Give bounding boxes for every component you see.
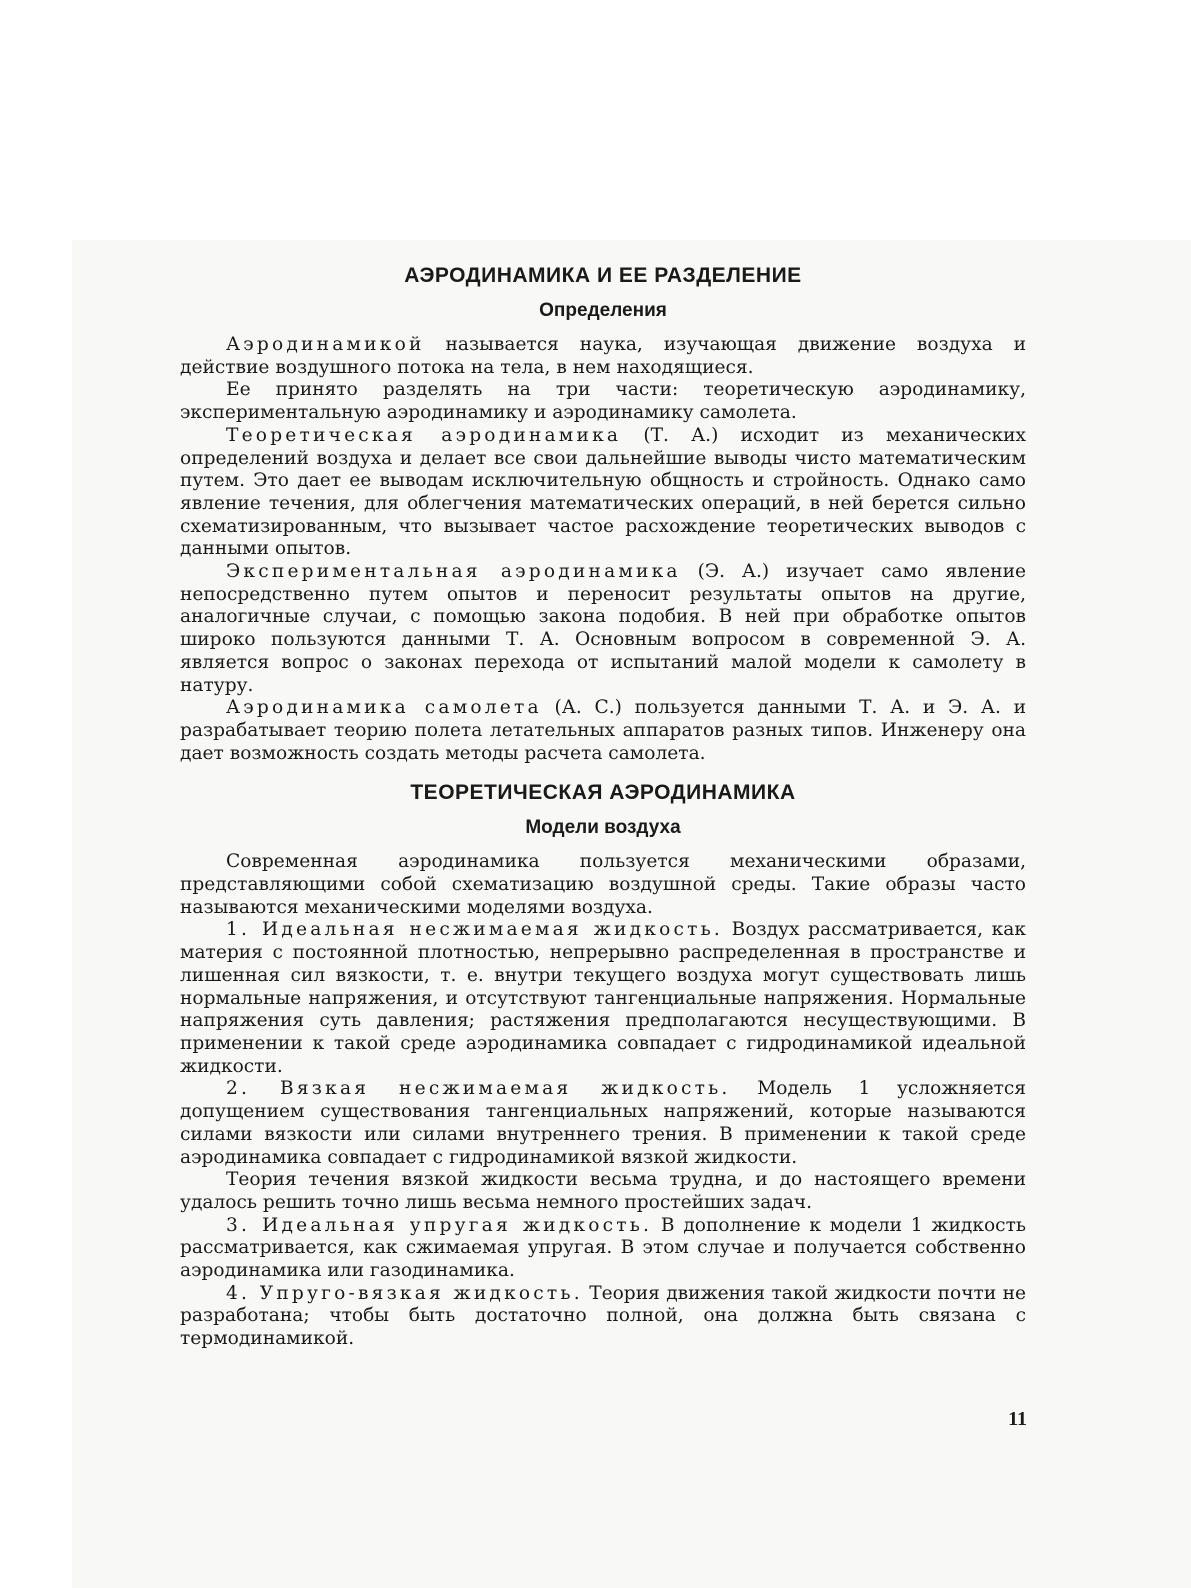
paragraph-text: (Э. А.) изучает само явление непосредственно путем опытов и переносит результаты опытов на другие, аналогичные случаи, с помощью закона подобия. В ней при обработке опытов широко пользуются данными Т. А. Основным вопросом в современной Э. А. является вопрос о законах перехода от испытаний малой модели к самолету в натуру. <box>180 561 1026 696</box>
section-title: АЭРОДИНАМИКА И ЕЕ РАЗДЕЛЕНИЕ <box>404 264 802 287</box>
paragraph-text: (А. С.) пользуется данными Т. А. и Э. А. и разрабатывает теорию полета летательных аппаратов разных типов. Инженеру она дает возможность создать методы расчета самолета. <box>180 697 1026 764</box>
spaced-term: Теоретическая аэродинамика <box>226 424 622 446</box>
section-title: ТЕОРЕТИЧЕСКАЯ АЭРОДИНАМИКА <box>410 781 796 805</box>
spaced-term: Аэродинамикой <box>226 334 425 355</box>
paragraph <box>180 334 1026 379</box>
paragraph-text: Современная аэродинамика пользуется механическими образами, представляющими собой схематизацию воздушной среды. Такие образы часто называются механическими моделями воздуха. <box>180 851 1026 918</box>
document-page <box>180 262 1026 1351</box>
section-subtitle: Модели воздуха <box>525 817 681 839</box>
page-number: 11 <box>1008 1408 1027 1430</box>
paragraph-text: Теория движения такой жидкости почти не разработана; чтобы быть достаточно полной, она должна быть связана с термодинамикой. <box>180 1282 1026 1350</box>
paragraph <box>180 425 1026 561</box>
paragraph <box>180 1169 1026 1214</box>
paragraph-text: Теория течения вязкой жидкости весьма трудна, и до настоящего времени удалось решить точно лишь весьма немного простейших задач. <box>180 1169 1026 1213</box>
spaced-term: 2. Вязкая несжимаемая жидкость. <box>226 1078 731 1100</box>
paragraph-text: (Т. А.) исходит из механических определений воздуха и делает все свои дальнейшие выводы чисто математическим путем. Это дает ее выводам исключительную общность и стройность. Однако само явление течения, для облегчения математических операций, в ней берется сильно схематизированным, что вызывает частое расхождение теоретических выводов с данными опытов. <box>180 424 1026 560</box>
paragraph-text: Модель 1 усложняется допущением существования тангенциальных напряжений, которые называются силами вязкости или силами внутреннего трения. В применении к такой среде аэродинамика совпадает с гидродинамикой вязкой жидкости. <box>180 1078 1027 1168</box>
spaced-term: Аэродинамика самолета <box>226 697 542 719</box>
paragraph-text: В дополнение к модели 1 жидкость рассматривается, как сжимаемая упругая. В этом случае и получается собственно аэродинамика или газодинамика. <box>180 1214 1026 1282</box>
paragraph <box>180 697 1026 765</box>
paragraph <box>180 919 1026 1078</box>
paragraph <box>180 1078 1026 1169</box>
spaced-term: Экспериментальная аэродинамика <box>226 561 681 583</box>
spaced-term: 3. Идеальная упругая жидкость. <box>226 1214 653 1236</box>
paragraph-text: Ее принято разделять на три части: теоретическую аэродинамику, экспериментальную аэродинамику и аэродинамику самолета. <box>180 379 1026 424</box>
paragraph-text: называется наука, изучающая движение воздуха и действие воздушного потока на тела, в нем находящиеся. <box>180 334 1026 378</box>
spaced-term: 1. Идеальная несжимаемая жидкость. <box>226 919 724 941</box>
paragraph <box>180 851 1026 919</box>
paragraph <box>180 1215 1026 1283</box>
paragraph <box>180 1283 1026 1351</box>
paragraph <box>180 561 1026 697</box>
paragraph-text: Воздух рассматривается, как материя с постоянной плотностью, непрерывно распределенная в пространстве и лишенная сил вязкости, т. е. внутри текущего воздуха могут существовать лишь нормальные напряжения, и отсутствуют тангенциальные напряжения. Нормальные напряжения суть давления; растяжения предполагаются несуществующими. В применении к такой среде аэродинамика совпадает с гидродинамикой идеальной жидкости. <box>180 919 1026 1077</box>
section-subtitle: Определения <box>539 300 667 321</box>
paragraph <box>180 379 1026 424</box>
spaced-term: 4. Упруго-вязкая жидкость. <box>226 1282 583 1304</box>
